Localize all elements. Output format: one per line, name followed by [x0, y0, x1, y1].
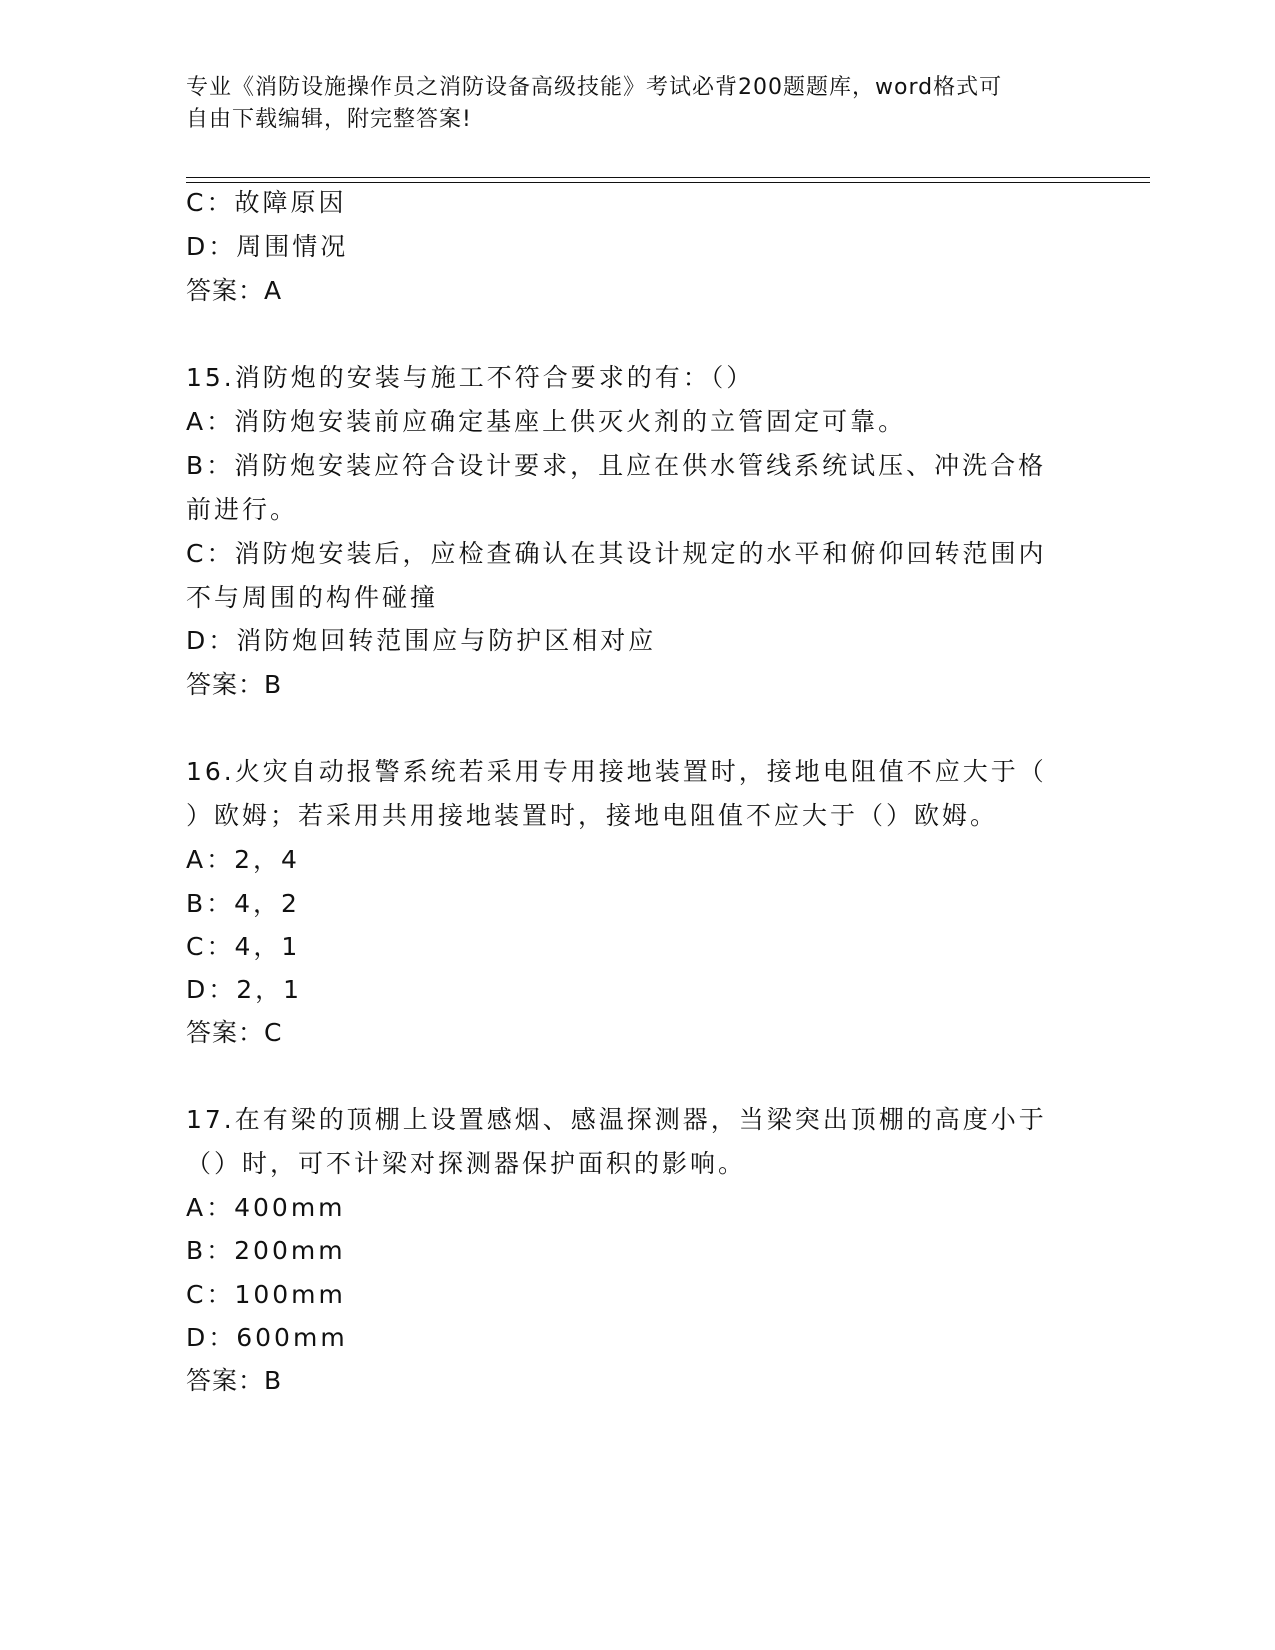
- q17-stem-line1: 17.在有梁的顶棚上设置感烟、感温探测器，当梁突出顶棚的高度小于: [186, 1105, 1047, 1134]
- q17-option-d: D：600mm: [186, 1323, 348, 1352]
- q16-option-d: D：2，1: [186, 975, 303, 1004]
- q17-option-b: B：200mm: [186, 1236, 346, 1265]
- q16-option-b: B：4，2: [186, 889, 300, 918]
- q15-stem: 15.消防炮的安装与施工不符合要求的有：（）: [186, 363, 755, 392]
- q16-stem-line2: ）欧姆；若采用共用接地装置时，接地电阻值不应大于（）欧姆。: [186, 801, 999, 830]
- document-header: [186, 72, 1066, 136]
- header-divider-top: [186, 177, 1150, 178]
- q17-option-c: C：100mm: [186, 1280, 346, 1309]
- prev-option-c: C：故障原因: [186, 188, 347, 217]
- q16-option-c: C：4，1: [186, 932, 301, 961]
- q16-answer: 答案：C: [186, 1018, 283, 1047]
- q15-option-d: D：消防炮回转范围应与防护区相对应: [186, 626, 657, 655]
- q17-answer: 答案：B: [186, 1366, 283, 1395]
- q17-option-a: A：400mm: [186, 1193, 346, 1222]
- prev-option-d: D：周围情况: [186, 232, 349, 261]
- q15-option-c-line2: 不与周围的构件碰撞: [186, 583, 439, 612]
- q15-option-a: A：消防炮安装前应确定基座上供灭火剂的立管固定可靠。: [186, 407, 907, 436]
- q16-option-a: A：2，4: [186, 845, 300, 874]
- header-divider-bottom: [186, 182, 1150, 183]
- q15-option-b-line2: 前进行。: [186, 495, 299, 524]
- header-line-2: 自由下载编辑，附完整答案!: [186, 107, 472, 132]
- q16-stem-line1: 16.火灾自动报警系统若采用专用接地装置时，接地电阻值不应大于（: [186, 757, 1047, 786]
- q15-answer: 答案：B: [186, 670, 283, 699]
- q15-option-c-line1: C：消防炮安装后，应检查确认在其设计规定的水平和俯仰回转范围内: [186, 539, 1047, 568]
- header-line-1: 专业《消防设施操作员之消防设备高级技能》考试必背200题题库，word格式可: [186, 75, 1003, 100]
- q17-stem-line2: （）时，可不计梁对探测器保护面积的影响。: [186, 1149, 747, 1178]
- q15-option-b-line1: B：消防炮安装应符合设计要求，且应在供水管线系统试压、冲洗合格: [186, 451, 1047, 480]
- prev-answer: 答案：A: [186, 276, 283, 305]
